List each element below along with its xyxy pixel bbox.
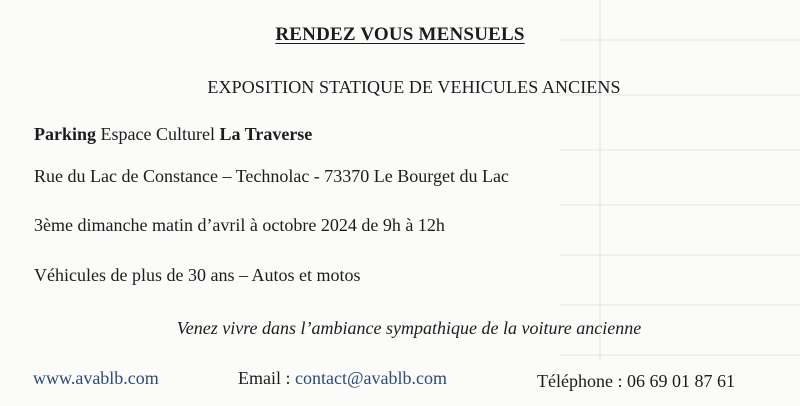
website-link[interactable]: www.avablb.com: [33, 368, 159, 388]
phone-contact: [537, 371, 735, 392]
email-contact: [238, 368, 447, 389]
address-line: Rue du Lac de Constance – Technolac - 73370 Le Bourget du Lac: [34, 166, 509, 186]
event-subtitle: EXPOSITION STATIQUE DE VEHICULES ANCIENS: [207, 77, 621, 97]
vehicles-line: Véhicules de plus de 30 ans – Autos et motos: [34, 265, 361, 285]
email-link[interactable]: contact@avablb.com: [295, 368, 448, 388]
location-middle: Espace Culturel: [96, 124, 220, 144]
page-title: RENDEZ VOUS MENSUELS: [275, 24, 525, 45]
phone-number: 06 69 01 87 61: [626, 371, 735, 391]
location-venue-name: La Traverse: [219, 124, 313, 144]
phone-label: Téléphone :: [537, 371, 627, 391]
location-prefix: Parking: [34, 124, 97, 144]
slogan: Venez vivre dans l’ambiance sympathique de la voiture ancienne: [176, 318, 642, 338]
email-label: Email :: [238, 368, 295, 388]
location-line: [34, 124, 312, 145]
schedule-line: 3ème dimanche matin d’avril à octobre 2024 de 9h à 12h: [34, 215, 445, 235]
